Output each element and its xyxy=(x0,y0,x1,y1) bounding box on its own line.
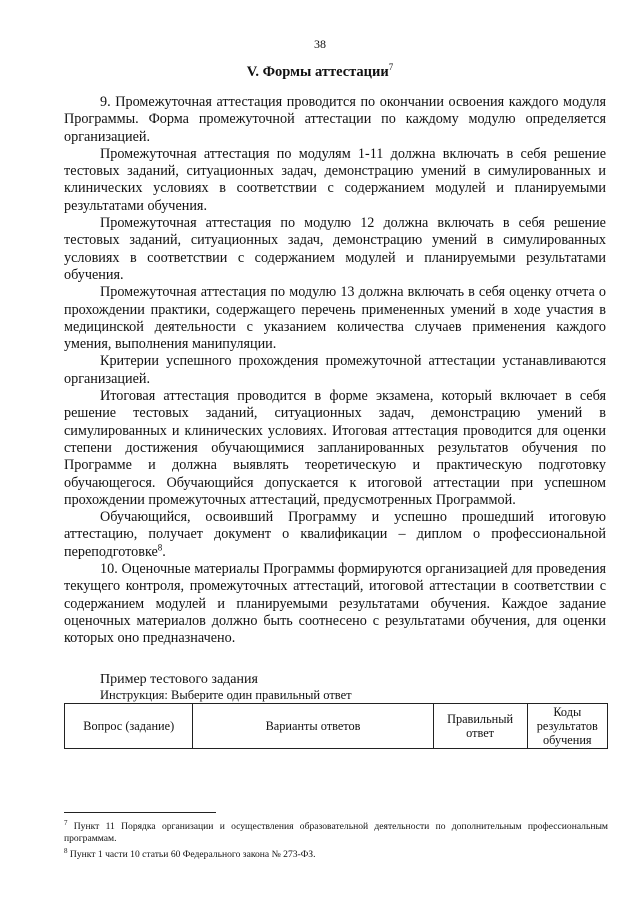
section-title-text: V. Формы аттестации xyxy=(246,63,389,80)
paragraph-graduate-end: . xyxy=(162,543,166,560)
paragraph-intermediate-1-11: Промежуточная аттестация по модулям 1-11 должна включать в себя решение тестовых заданий, ситуационных задач, демонстрацию умений в симулированных и клинических условиях в соответствии с содержанием модулей и планируемыми результатами обучения. xyxy=(64,145,606,214)
footnote-8 xyxy=(64,845,608,861)
section-title-footnote-ref: 7 xyxy=(388,62,394,72)
col-header-options: Варианты ответов xyxy=(193,704,433,749)
table-header-row xyxy=(65,704,608,749)
col-header-correct-answer: Правильный ответ xyxy=(433,704,527,749)
example-heading: Пример тестового задания xyxy=(100,672,258,687)
test-task-table xyxy=(64,703,608,749)
page-number: 38 xyxy=(314,37,326,51)
paragraph-criteria: Критерии успешного прохождения промежуточной аттестации устанавливаются организацией. xyxy=(64,353,606,387)
section-title xyxy=(0,62,640,81)
footnote-7 xyxy=(64,817,608,845)
col-header-question: Вопрос (задание) xyxy=(65,704,193,749)
instruction-line: Инструкция: Выберите один правильный ответ xyxy=(100,688,352,702)
document-body xyxy=(64,94,606,648)
col-header-result-codes: Коды результатов обучения xyxy=(527,704,607,749)
footnote-7-text: Пункт 11 Порядка организации и осуществления образовательной деятельности по дополнительным профессиональным программам. xyxy=(64,821,608,845)
paragraph-10: 10. Оценочные материалы Программы формируются организацией для проведения текущего контроля, промежуточных аттестаций, итоговой аттестации в соответствии с содержанием модулей и планируемыми результатами обучения. Каждое задание оценочных материалов должно быть соотнесено с результатами обучения, для оценки которых оно предназначено. xyxy=(64,561,606,647)
footnote-ref-8: 8 xyxy=(157,541,163,552)
footnotes xyxy=(64,817,608,861)
paragraph-graduate xyxy=(64,509,606,561)
paragraph-intermediate-12: Промежуточная аттестация по модулю 12 должна включать в себя решение тестовых заданий, ситуационных задач, демонстрацию умений в симулированных условиях в соответствии с содержанием модулей и планируемыми результатами обучения. xyxy=(64,215,606,283)
paragraph-final-attestation: Итоговая аттестация проводится в форме экзамена, который включает в себя решение тестовых заданий, ситуационных задач, демонстрацию умений в симулированных и клинических условиях. Итоговая аттестация проводится для оценки степени достижения обучающимися запланированных результатов обучения по Программе и должна выявлять теоретическую и практическую подготовку обучающегося. Обучающийся допускается к итоговой аттестации при успешном прохождении промежуточных аттестаций, предусмотренных Программой. xyxy=(64,388,606,508)
paragraph-9: 9. Промежуточная аттестация проводится по окончании освоения каждого модуля Программы. Форма промежуточной аттестации по каждому модулю определяется организацией. xyxy=(64,94,606,145)
paragraph-intermediate-13: Промежуточная аттестация по модулю 13 должна включать в себя оценку отчета о прохождении практики, содержащего перечень примененных умений в ходе участия в медицинской деятельности с указанием количества случаев применения каждого умения, выполнения манипуляции. xyxy=(64,284,606,353)
footnote-8-text: Пункт 1 части 10 статьи 60 Федерального закона № 273-ФЗ. xyxy=(67,849,316,861)
paragraph-graduate-text: Обучающийся, освоивший Программу и успешно прошедший итоговую аттестацию, получает документ о квалификации – диплом о профессиональной переподготовке xyxy=(64,509,606,560)
footnote-8-mark: 8 xyxy=(64,847,68,856)
footnote-separator xyxy=(64,812,216,813)
footnote-7-mark: 7 xyxy=(64,819,68,827)
